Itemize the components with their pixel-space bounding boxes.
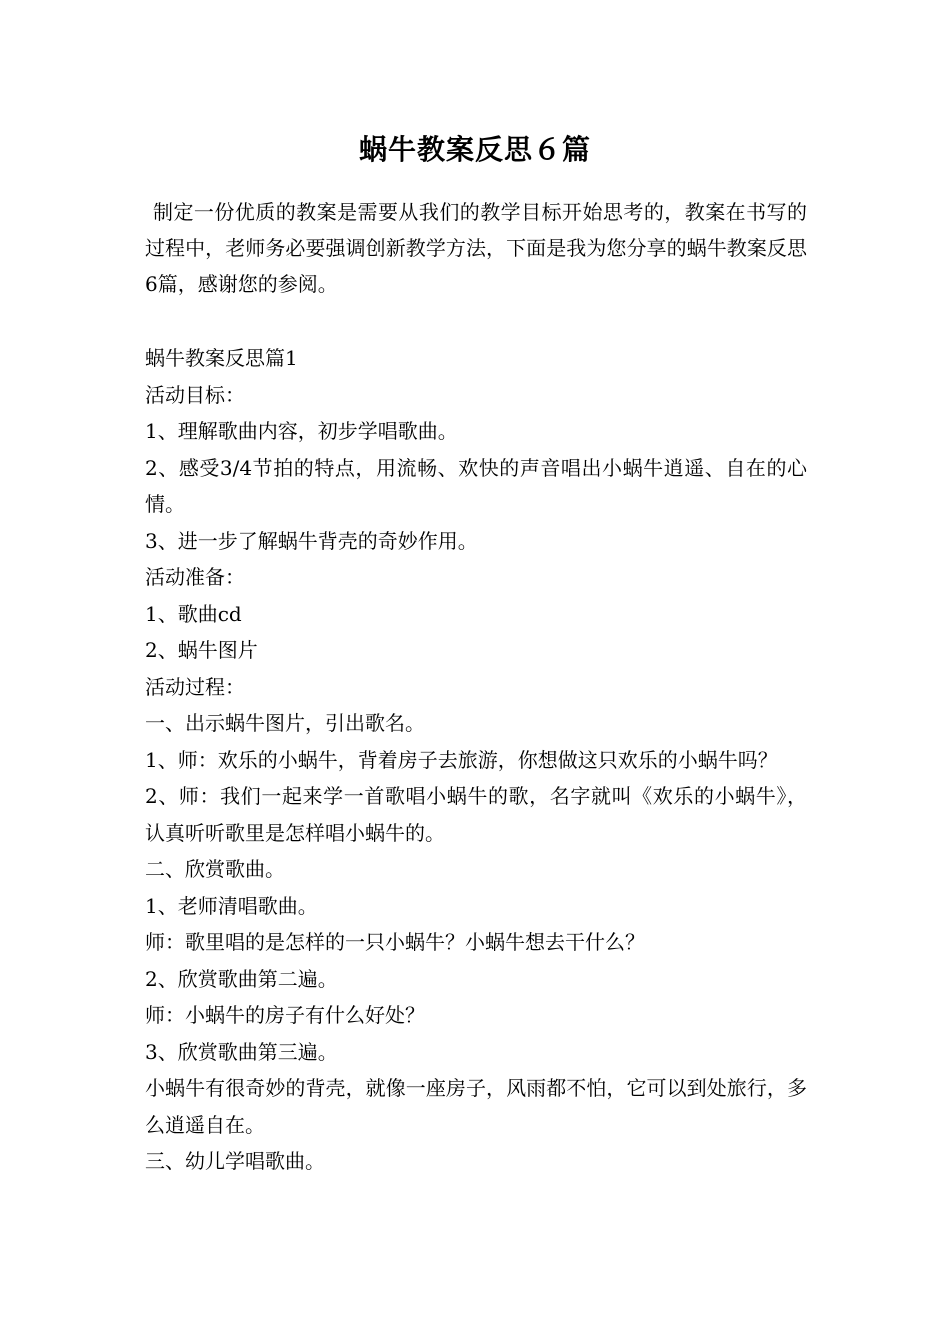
document-body — [145, 340, 807, 1180]
text-line: 一、出示蜗牛图片，引出歌名。 — [145, 711, 425, 735]
text-line: 3、欣赏歌曲第三遍。 — [145, 1039, 338, 1064]
text-line: 1、理解歌曲内容，初步学唱歌曲。 — [145, 419, 458, 443]
text-line: 活动目标： — [145, 382, 245, 407]
text-line: 2、师：我们一起来学一首歌唱小蜗牛的歌，名字就叫《欢乐的小蜗牛》，认真听听歌里是怎样唱小蜗牛的。 — [145, 784, 807, 845]
text-line: 2、蜗牛图片 — [145, 638, 258, 662]
document-title: 蜗牛教案反思６篇 — [358, 133, 591, 166]
text-line: 1、师：欢乐的小蜗牛，背着房子去旅游，你想做这只欢乐的小蜗牛吗？ — [145, 747, 778, 772]
section-heading: 蜗牛教案反思篇1 — [145, 346, 298, 370]
text-line: 2、欣赏歌曲第二遍。 — [145, 966, 338, 991]
text-line: 师：歌里唱的是怎样的一只小蜗牛？小蜗牛想去干什么？ — [145, 930, 645, 954]
text-line: 活动过程： — [145, 674, 245, 699]
text-line: 3、进一步了解蜗牛背壳的奇妙作用。 — [145, 528, 478, 553]
text-line: 1、歌曲cd — [145, 601, 242, 626]
text-line: 1、老师清唱歌曲。 — [145, 893, 318, 918]
text-line: 2、感受3/4节拍的特点，用流畅、欢快的声音唱出小蜗牛逍遥、自在的心情。 — [145, 455, 807, 516]
text-line: 活动准备： — [145, 565, 245, 589]
text-line: 小蜗牛有很奇妙的背壳，就像一座房子，风雨都不怕，它可以到处旅行，多么逍遥自在。 — [145, 1076, 807, 1137]
text-line: 二、欣赏歌曲。 — [145, 857, 285, 881]
intro-paragraph: 制定一份优质的教案是需要从我们的教学目标开始思考的，教案在书写的过程中，老师务必要强调创新教学方法，下面是我为您分享的蜗牛教案反思6篇，感谢您的参阅。 — [145, 200, 807, 296]
text-line: 师：小蜗牛的房子有什么好处？ — [145, 1003, 425, 1027]
text-line: 三、幼儿学唱歌曲。 — [145, 1149, 325, 1173]
